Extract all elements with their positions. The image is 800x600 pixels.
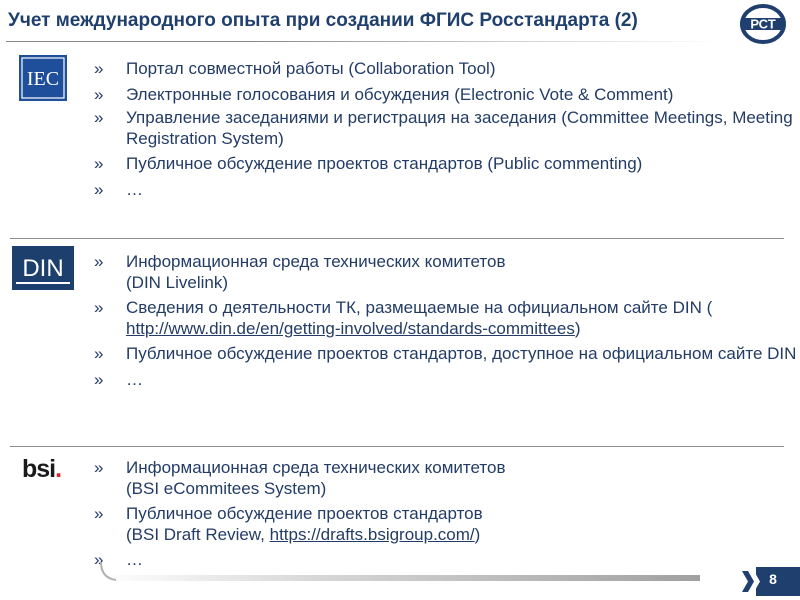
section-divider <box>10 238 784 239</box>
list-item: » Публичное обсуждение проектов стандартов (Public commenting) <box>94 154 643 173</box>
bsi-drafts-link[interactable]: https://drafts.bsigroup.com/ <box>269 524 475 544</box>
title-divider <box>6 41 722 42</box>
svg-text:DIN: DIN <box>22 255 64 282</box>
iec-bullet-list <box>94 59 800 205</box>
bsi-logo-icon: bsi. <box>22 455 62 483</box>
page-number: 8 <box>769 571 777 587</box>
list-item: » Портал совместной работы (Collaboration Tool) <box>94 59 496 78</box>
bsi-bullet-list <box>94 458 506 576</box>
list-item: » Сведения о деятельности ТК, размещаемые на официальном сайте DIN ( http://www.din.de/en/getting-involved/standards-committees) <box>94 298 713 338</box>
slide-title: Учет международного опыта при создании ФГИС Росстандарта (2) <box>8 10 638 31</box>
din-logo-icon <box>12 246 74 290</box>
list-item: » … <box>94 369 143 389</box>
svg-text:РСТ: РСТ <box>750 16 776 32</box>
list-item: » Электронные голосования и обсуждения (Electronic Vote & Comment) <box>94 84 674 104</box>
svg-text:IEC: IEC <box>26 68 60 90</box>
list-item: » … <box>94 550 143 569</box>
din-committees-link[interactable]: http://www.din.de/en/getting-involved/standards-committees <box>126 318 575 338</box>
rosstandart-logo-icon <box>738 4 788 44</box>
list-item: » Управление заседаниями и регистрация на заседания (Committee Meetings, Meeting Registration System) <box>94 108 793 148</box>
list-item: » Информационная среда технических комитетов (BSI eCommitees System) <box>94 458 506 498</box>
din-bullet-list <box>94 252 796 395</box>
footer-line <box>100 575 700 581</box>
list-item: » Публичное обсуждение проектов стандартов, доступное на официальном сайте DIN <box>94 344 797 363</box>
list-item: » Информационная среда технических комитетов (DIN Livelink) <box>94 252 506 292</box>
iec-logo-icon <box>19 55 67 101</box>
section-divider <box>10 446 784 447</box>
list-item: » … <box>94 179 143 199</box>
list-item: » Публичное обсуждение проектов стандартов (BSI Draft Review, https://drafts.bsigroup.com/) <box>94 504 483 544</box>
